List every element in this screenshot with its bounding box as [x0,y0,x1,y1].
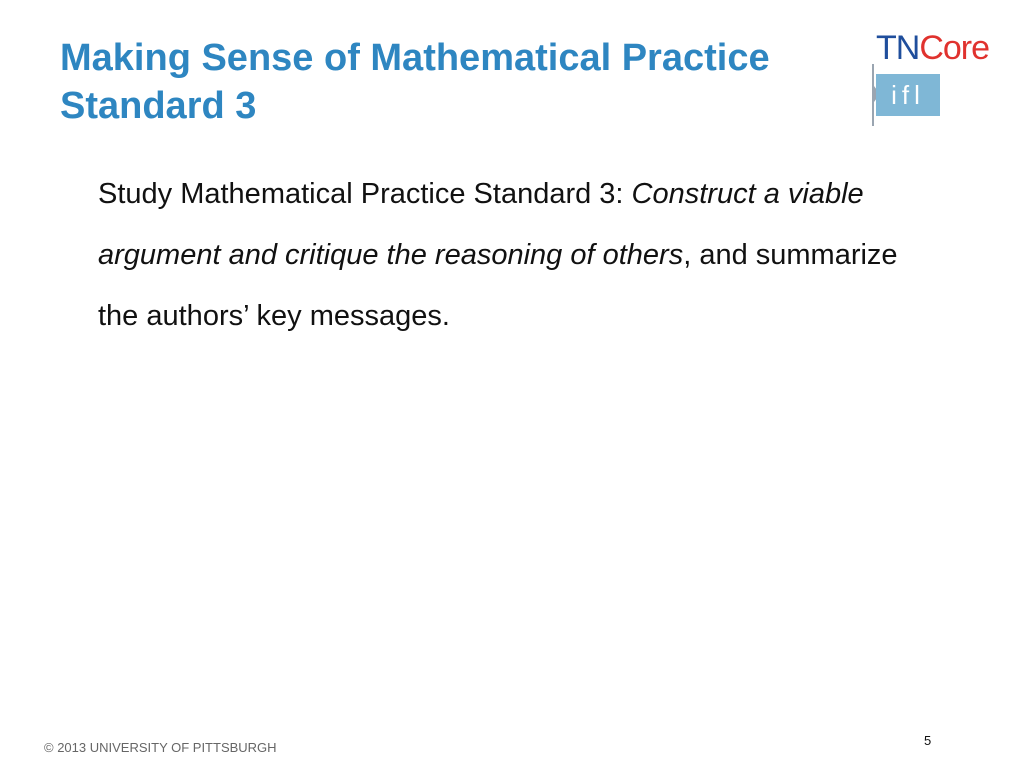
ifl-logo-badge: ifl [876,74,940,116]
instruction-paragraph [98,164,928,347]
slide-title-line-1: Making Sense of Mathematical Practice [60,37,770,79]
slide-title-line-2: Standard 3 [60,85,257,127]
instruction-closing: and summarize the authors’ key messages. [98,239,898,332]
footer-copyright: © 2013 UNIVERSITY OF PITTSBURGH [44,740,277,755]
tncore-wordmark [876,28,989,68]
slide-title [60,34,860,130]
tncore-wordmark-tn: TN [876,29,920,67]
tncore-wordmark-core: Core [919,29,990,67]
page-number: 5 [924,733,932,748]
instruction-intro: Study Mathematical Practice Standard 3: [98,178,632,210]
tncore-ifl-logo [868,28,1008,128]
standard-3-statement: Construct a viable argument and critique the reasoning of others [98,178,864,271]
instruction-comma: , [683,239,692,271]
